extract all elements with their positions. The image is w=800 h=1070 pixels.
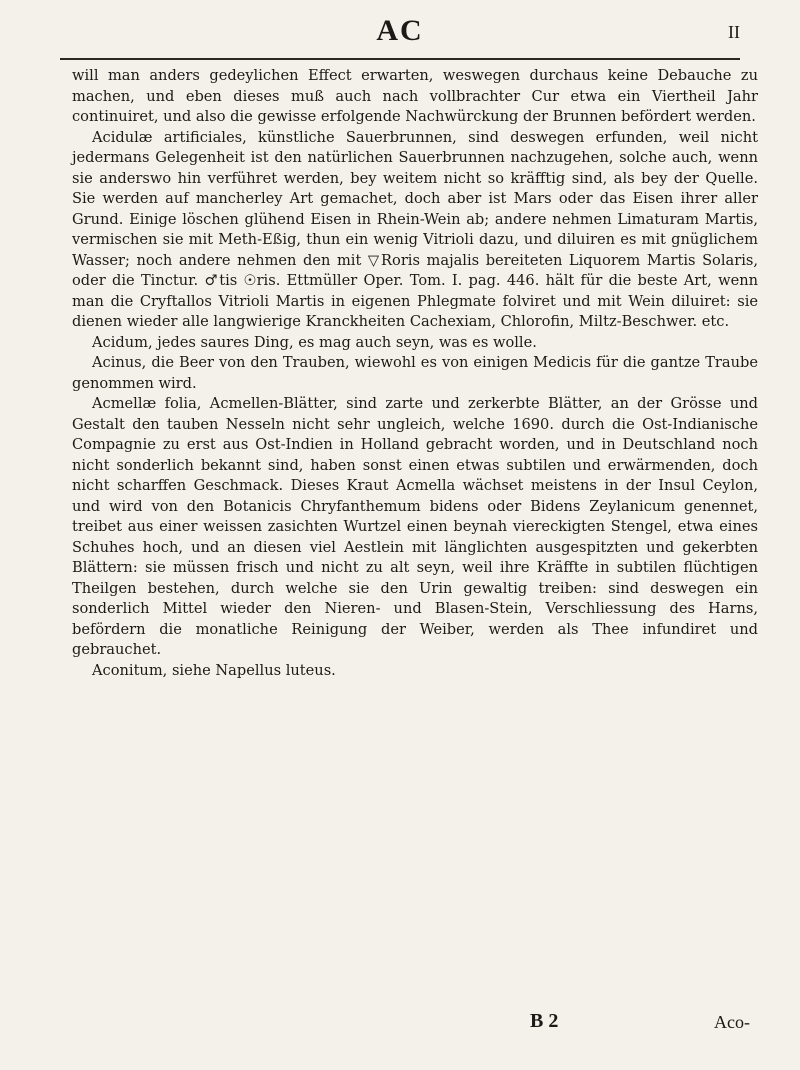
page-number: II — [728, 22, 740, 42]
entry-acidulae-artificiales: Acidulæ artificiales, künstliche Sauerbrunnen, sind deswegen erfunden, weil nicht jedermans Gelegenheit ist den natürlichen Sauerbrunnen nachzugehen, solche auch, wenn sie anderswo hin verführet werden, bey weitem nicht so kräfftig sind, als bey der Quelle. Sie werden auf mancherley Art gemachet, doch aber ist Mars oder das Eisen ihrer aller Grund. Einige löschen glühend Eisen in Rhein-Wein ab; andere nehmen Limaturam Martis, vermischen sie mit Meth-Eßig, thun ein wenig Vitrioli dazu, und diluiren es mit gnüglichem Wasser; noch andere nehmen den mit ▽Roris majalis bereiteten Liquorem Martis Solaris, oder die Tinctur. ♂tis ☉ris. Ettmüller Oper. Tom. I. pag. 446. hält für die beste Art, wenn man die Cryftallos Vitrioli Martis in eigenen Phlegmate folviret und mit Wein diluiret: sie dienen wieder alle langwierige Kranckheiten Cachexiam, Chlorofin, Miltz-Beschwer. etc. — [72, 128, 758, 330]
entry-acidum: Acidum, jedes saures Ding, es mag auch seyn, was es wolle. — [92, 333, 537, 351]
running-head: AC — [376, 14, 424, 47]
paragraph-nachwuerckung: will man anders gedeylichen Effect erwarten, weswegen durchaus keine Debauche zu machen, und eben dieses muß auch nach vollbrachter Cur etwa ein Viertheil Jahr continuiret, und also die gewisse erfolgende Nachwürckung der Brunnen befördert werden. — [72, 67, 758, 125]
catchword: Aco- — [714, 1012, 750, 1032]
header-rule — [60, 58, 740, 60]
entry-aconitum: Aconitum, siehe Napellus luteus. — [92, 661, 336, 679]
signature-mark: B 2 — [530, 1010, 559, 1032]
entry-acinus: Acinus, die Beer von den Trauben, wiewohl es von einigen Medicis für die gantze Traube genommen wird. — [72, 354, 758, 392]
page-header — [60, 14, 740, 54]
entry-acmellae-folia: Acmellæ folia, Acmellen-Blätter, sind zarte und zerkerbte Blätter, an der Grösse und Gestalt den tauben Nesseln nicht sehr ungleich, welche 1690. durch die Ost-Indianische Compagnie zu erst aus Ost-Indien in Holland gebracht worden, und in Deutschland noch nicht sonderlich bekannt sind, haben sonst einen etwas subtilen und erwärmenden, doch nicht scharffen Geschmack. Dieses Kraut Acmella wächset meistens in der Insul Ceylon, und wird von den Botanicis Chryfanthemum bidens oder Bidens Zeylanicum genennet, treibet aus einer weissen zasichten Wurtzel einen beynah viereckigten Stengel, etwa eines Schuhes hoch, und an diesen viel Aestlein mit länglichten ausgespitzten und gekerbten Blättern: sie müssen frisch und nicht zu alt seyn, weil ihre Kräffte in subtilen flüchtigen Theilgen bestehen, durch welche sie den Urin gewaltig treiben: sind deswegen ein sonderlich Mittel wieder den Nieren- und Blasen-Stein, Verschliessung des Harns, befördern die monatliche Reinigung der Weiber, werden als Thee infundiret und gebrauchet. — [72, 395, 758, 658]
body-text — [72, 66, 758, 681]
page-footer — [60, 1010, 750, 1050]
